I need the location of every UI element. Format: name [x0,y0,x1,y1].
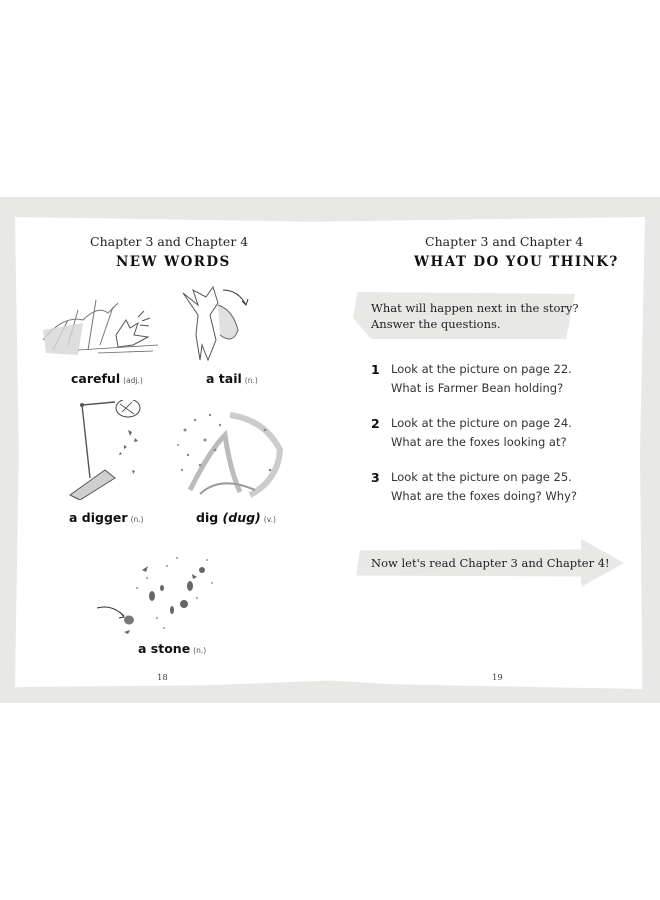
question-number: 2 [371,416,380,431]
intro-line: Answer the questions. [371,317,501,331]
question-line: Look at the picture on page 24. [391,416,572,430]
past-tense: (dug) [222,510,261,525]
intro-line: What will happen next in the story? [371,301,579,315]
vocab-word-tail [206,371,258,386]
part-of-speech: (n.) [193,646,207,655]
question-number: 3 [371,470,380,485]
question-line: Look at the picture on page 22. [391,362,572,376]
word-label: a tail [206,371,242,386]
arrow-callout-text: Now let's read Chapter 3 and Chapter 4! [371,556,610,570]
digger-illustration [60,400,160,500]
digging-dirt-illustration [170,400,290,500]
question-line: What is Farmer Bean holding? [391,381,564,395]
word-label: dig [196,510,219,525]
page-heading: WHAT DO YOU THINK? [414,254,619,270]
stones-illustration [92,548,222,638]
vocab-word-careful [71,371,143,386]
page-number-left: 18 [157,673,168,683]
question-line: What are the foxes doing? Why? [391,489,578,503]
question-text [391,360,572,398]
vocab-word-stone [138,641,206,656]
question-text [391,468,577,506]
question-line: Look at the picture on page 25. [391,470,572,484]
part-of-speech: (v.) [263,515,276,524]
vocab-word-digger [69,510,144,525]
part-of-speech: (n.) [130,515,144,524]
question-number: 1 [371,362,380,377]
fox-in-grass-illustration [38,295,163,365]
fox-tail-illustration [178,285,258,365]
word-label: careful [71,371,121,386]
chapter-title: Chapter 3 and Chapter 4 [425,234,584,249]
chapter-title: Chapter 3 and Chapter 4 [90,234,249,249]
question-text [391,414,572,452]
intro-callout-text [371,300,579,332]
part-of-speech: (n.) [244,376,258,385]
page-heading: NEW WORDS [116,254,231,270]
word-label: a stone [138,641,191,656]
page-number-right: 19 [492,673,503,683]
question-line: What are the foxes looking at? [391,435,567,449]
vocab-word-dig [196,510,276,525]
word-label: a digger [69,510,128,525]
part-of-speech: (adj.) [123,376,143,385]
